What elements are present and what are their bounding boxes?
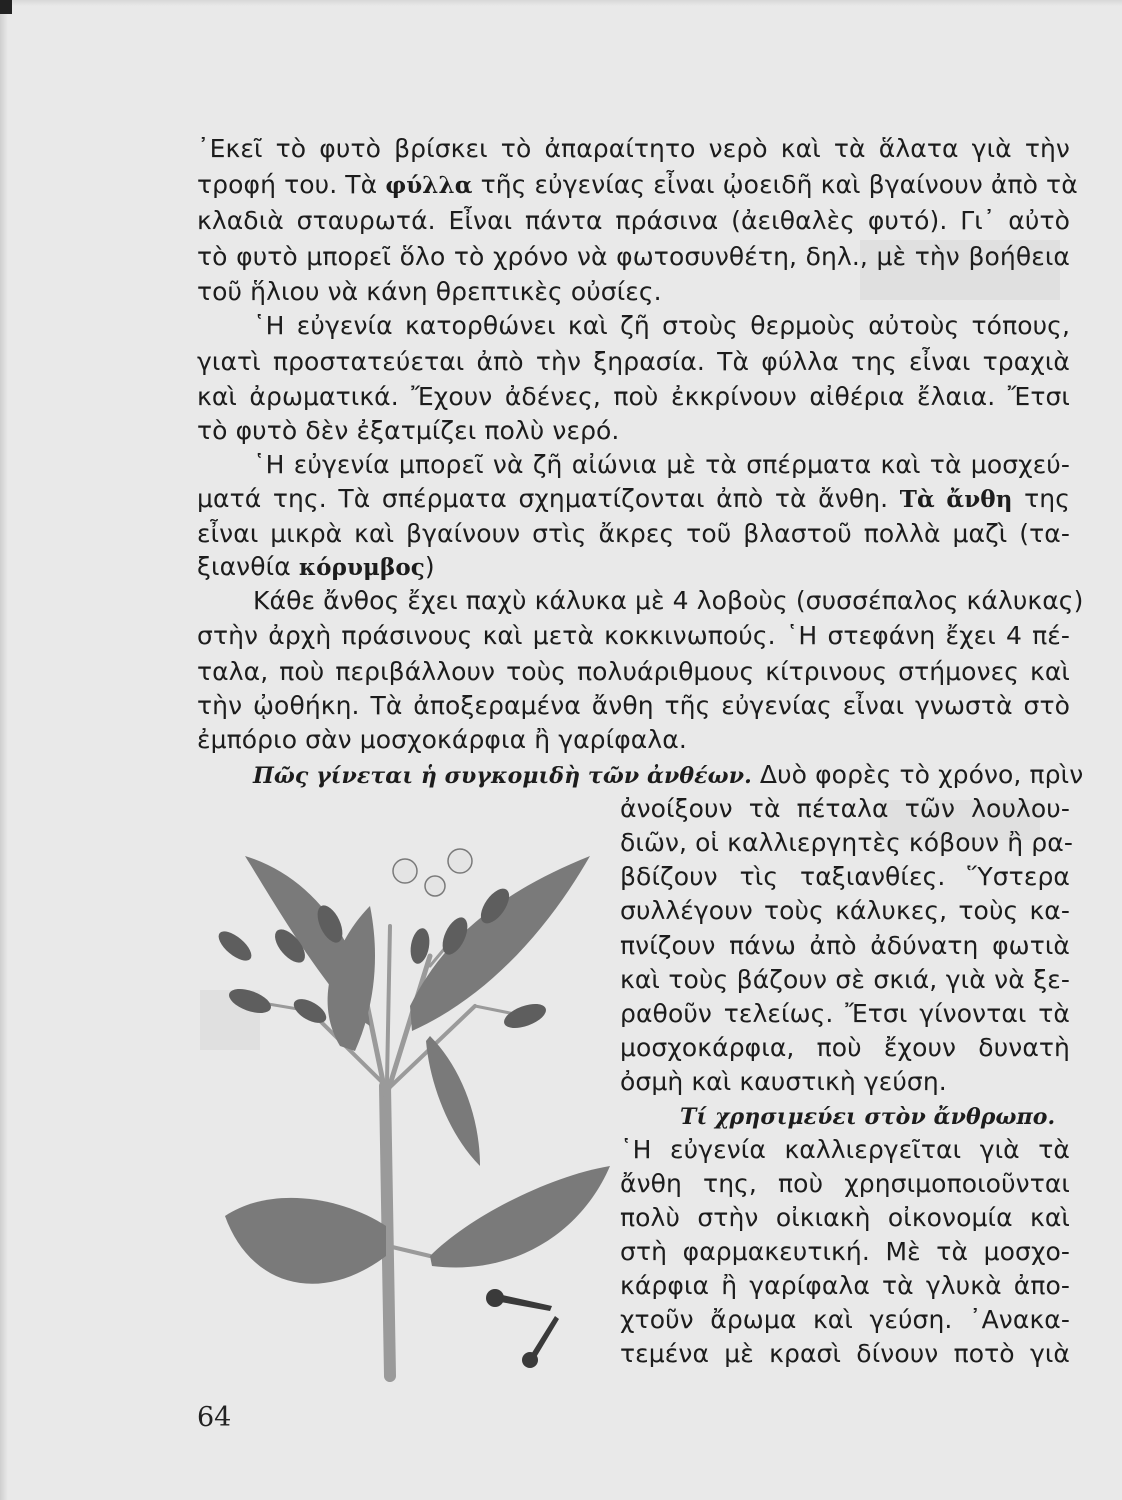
text-line: ῾Η εὐγενία κατορθώνει καὶ ζῆ στοὺς θερμοὺς αὐτοὺς τόπους, <box>253 311 1070 340</box>
text-line: χτοῦν ἄρωμα καὶ γεύση. ᾿Ανακα- <box>620 1305 1070 1334</box>
bud <box>226 984 274 1018</box>
text-line: ματά της. Τὰ σπέρματα σχηματίζονται ἀπὸ τὰ ἄνθη. Τὰ ἄνθη της <box>197 484 1070 513</box>
text-line: στὴ φαρμακευτική. Μὲ τὰ μοσχο- <box>620 1237 1070 1266</box>
scan-corner-mark <box>0 0 12 14</box>
bud <box>501 999 549 1033</box>
leaf <box>430 1166 610 1268</box>
text-line: βδίζουν τὶς ταξιανθίες. Ὕστερα <box>620 862 1070 891</box>
text-line: Πῶς γίνεται ἡ συγκομιδὴ τῶν ἀνθέων. Δυὸ φορὲς τὸ χρόνο, πρὶν <box>253 760 1084 789</box>
open-flower <box>425 876 445 896</box>
dried-clove-head <box>522 1352 538 1368</box>
page-top-edge <box>0 0 1122 6</box>
leaf <box>225 1198 386 1284</box>
text-line: τροφή του. Τὰ φύλλα τῆς εὐγενίας εἶναι ᾠοειδῆ καὶ βγαίνουν ἀπὸ τὰ <box>197 170 1078 199</box>
text-line: τεμένα μὲ κρασὶ δίνουν ποτὸ γιὰ <box>620 1339 1070 1368</box>
dried-clove <box>530 1316 559 1359</box>
text-line: ξιανθία κόρυμβος) <box>197 552 435 581</box>
text-line: ἀνοίξουν τὰ πέταλα τῶν λουλου- <box>620 794 1070 823</box>
dried-cloves <box>486 1289 559 1368</box>
text-line: συλλέγουν τοὺς κάλυκες, τοὺς κα- <box>620 896 1070 925</box>
leaf <box>426 1036 480 1166</box>
page-left-edge <box>0 0 8 1500</box>
text-line: καὶ ἀρωματικά. Ἔχουν ἀδένες, ποὺ ἐκκρίνουν αἰθέρια ἔλαια. Ἔτσι <box>197 382 1070 411</box>
text-line: τὸ φυτὸ μπορεῖ ὅλο τὸ χρόνο νὰ φωτοσυνθέτη, δηλ., μὲ τὴν βοήθεια <box>197 242 1070 271</box>
open-flowers <box>393 849 472 896</box>
text-line: Κάθε ἄνθος ἔχει παχὺ κάλυκα μὲ 4 λοβοὺς (συσσέπαλος κάλυκας) <box>253 586 1084 615</box>
text-line: κάρφια ἢ γαρίφαλα τὰ γλυκὰ ἀπο- <box>620 1271 1070 1300</box>
text-line: ῾Η εὐγενία καλλιεργεῖται γιὰ τὰ <box>620 1135 1070 1164</box>
dried-clove-head <box>486 1289 504 1307</box>
text-line: ταλα, ποὺ περιβάλλουν τοὺς πολυάριθμους κίτρινους στήμονες καὶ <box>197 657 1070 686</box>
page-number: 64 <box>197 1402 232 1433</box>
text-line: τοῦ ἥλιου νὰ κάνη θρεπτικὲς οὐσίες. <box>197 277 662 306</box>
text-line: στὴν ἀρχὴ πράσινους καὶ μετὰ κοκκινωπούς. ῾Η στεφάνη ἔχει 4 πέ- <box>197 621 1070 650</box>
leaves <box>225 856 610 1284</box>
text-line: ραθοῦν τελείως. Ἔτσι γίνονται τὰ <box>620 999 1070 1028</box>
text-line: τὴν ᾠοθήκη. Τὰ ἀποξεραμένα ἄνθη τῆς εὐγενίας εἶναι γνωστὰ στὸ <box>197 691 1070 720</box>
term-flowers: Τὰ ἄνθη <box>899 486 1013 513</box>
plant-stem <box>250 926 525 1376</box>
text-line: διῶν, οἱ καλλιεργητὲς κόβουν ἢ ρα- <box>620 828 1073 857</box>
bud <box>214 926 256 966</box>
text-line: πολὺ στὴν οἰκιακὴ οἰκονομία καὶ <box>620 1203 1070 1232</box>
text-line <box>680 1099 1070 1133</box>
clove-plant-illustration <box>190 836 620 1396</box>
text-line: κλαδιὰ σταυρωτά. Εἶναι πάντα πράσινα (ἀειθαλὲς φυτό). Γι᾿ αὐτὸ <box>197 206 1070 235</box>
text-line: καὶ τοὺς βάζουν σὲ σκιά, γιὰ νὰ ξε- <box>620 965 1070 994</box>
text-line: ὀσμὴ καὶ καυστικὴ γεύση. <box>620 1067 947 1096</box>
section-heading-uses: Τί χρησιμεύει στὸν ἄνθρωπο. <box>680 1104 1056 1130</box>
text-line: πνίζουν πάνω ἀπὸ ἀδύνατη φωτιὰ <box>620 931 1070 960</box>
text-line: τὸ φυτὸ δὲν ἐξατμίζει πολὺ νερό. <box>197 416 620 445</box>
text-line: ᾿Εκεῖ τὸ φυτὸ βρίσκει τὸ ἀπαραίτητο νερὸ καὶ τὰ ἅλατα γιὰ τὴν <box>197 134 1070 163</box>
text-line: εἶναι μικρὰ καὶ βγαίνουν στὶς ἄκρες τοῦ βλαστοῦ πολλὰ μαζὶ (τα- <box>197 519 1070 548</box>
term-leaves: φύλλα <box>385 172 473 199</box>
open-flower <box>448 849 472 873</box>
term-corymb: κόρυμβος <box>298 554 425 581</box>
text-line: ἄνθη της, ποὺ χρησιμοποιοῦνται <box>620 1169 1070 1198</box>
open-flower <box>393 859 417 883</box>
text-line: ἐμπόριο σὰν μοσχοκάρφια ἢ γαρίφαλα. <box>197 725 687 754</box>
section-heading-harvest: Πῶς γίνεται ἡ συγκομιδὴ τῶν ἀνθέων. <box>253 763 752 789</box>
text-line: ῾Η εὐγενία μπορεῖ νὰ ζῆ αἰώνια μὲ τὰ σπέρματα καὶ τὰ μοσχεύ- <box>253 450 1070 479</box>
text-line: μοσχοκάρφια, ποὺ ἔχουν δυνατὴ <box>620 1033 1070 1062</box>
text-line: γιατὶ προστατεύεται ἀπὸ τὴν ξηρασία. Τὰ φύλλα της εἶναι τραχιὰ <box>197 347 1070 376</box>
